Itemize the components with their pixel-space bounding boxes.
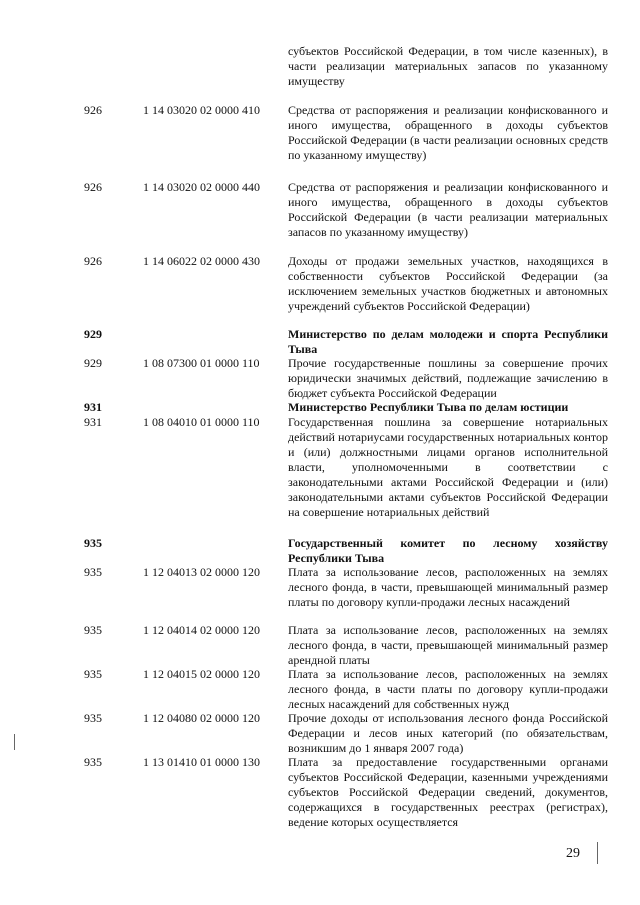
revenue-code: 1 12 04013 02 0000 120 [143, 565, 260, 579]
revenue-code: 1 12 04014 02 0000 120 [143, 623, 260, 637]
revenue-code: 1 12 04080 02 0000 120 [143, 711, 260, 725]
administrator-name: Государственный комитет по лесному хозяйству Республики Тыва [288, 536, 608, 565]
revenue-code: 1 13 01410 01 0000 130 [143, 755, 260, 769]
revenue-description: Плата за предоставление государственными органами субъектов Российской Федерации, казенными учреждениями субъектов Российской Федерации сведений, документов, содержащихся в государственных реестрах (регистрах), ведение которых осуществляется [288, 755, 608, 829]
revenue-description: Плата за использование лесов, расположенных на землях лесного фонда, в части, превышающей минимальный размер арендной платы [288, 623, 608, 667]
revenue-code: 1 08 07300 01 0000 110 [143, 356, 260, 370]
admin-code: 929 [84, 327, 102, 341]
admin-code: 931 [84, 400, 102, 414]
revenue-description: Средства от распоряжения и реализации конфискованного и иного имущества, обращенного в доходы субъектов Российской Федерации (в части реализации материальных запасов по указанному имуществу) [288, 180, 608, 239]
revenue-code: 1 14 03020 02 0000 440 [143, 180, 260, 194]
revenue-description: Плата за использование лесов, расположенных на землях лесного фонда, в части, превышающей минимальный размер платы по договору купли-продажи лесных насаждений [288, 565, 608, 609]
admin-code: 926 [84, 103, 102, 117]
revenue-description: Доходы от продажи земельных участков, находящихся в собственности субъектов Российской Федерации (за исключением земельных участков бюджетных и автономных учреждений субъектов Российской Федерации) [288, 254, 608, 313]
revenue-description: Государственная пошлина за совершение нотариальных действий нотариусами государственных нотариальных контор и (или) должностными лицами органов исполнительной власти, уполномоченными в соответствии с законодательными актами Российской Федерации и (или) законодательными актами субъектов Российской Федерации на совершение нотариальных действий [288, 415, 608, 519]
administrator-name: Министерство Республики Тыва по делам юстиции [288, 400, 569, 414]
admin-code: 929 [84, 356, 102, 370]
admin-code: 935 [84, 711, 102, 725]
admin-code: 935 [84, 667, 102, 681]
admin-code: 931 [84, 415, 102, 429]
scan-mark [597, 842, 598, 864]
revenue-code: 1 08 04010 01 0000 110 [143, 415, 260, 429]
revenue-code: 1 14 06022 02 0000 430 [143, 254, 260, 268]
revenue-description: Прочие доходы от использования лесного фонда Российской Федерации и лесов иных категорий (по обязательствам, возникшим до 1 января 2007 года) [288, 711, 608, 755]
admin-code: 926 [84, 254, 102, 268]
admin-code: 926 [84, 180, 102, 194]
revenue-code: 1 12 04015 02 0000 120 [143, 667, 260, 681]
revenue-description: Средства от распоряжения и реализации конфискованного и иного имущества, обращенного в доходы субъектов Российской Федерации (в части реализации основных средств по указанному имуществу) [288, 103, 608, 162]
revenue-code: 1 14 03020 02 0000 410 [143, 103, 260, 117]
administrator-name: Министерство по делам молодежи и спорта Республики Тыва [288, 327, 608, 356]
scan-mark [14, 734, 15, 750]
admin-code: 935 [84, 565, 102, 579]
admin-code: 935 [84, 755, 102, 769]
admin-code: 935 [84, 623, 102, 637]
revenue-description: субъектов Российской Федерации, в том числе казенных), в части реализации материальных запасов по указанному имуществу [288, 44, 608, 88]
admin-code: 935 [84, 536, 102, 550]
page-number: 29 [566, 846, 580, 861]
revenue-description: Прочие государственные пошлины за совершение прочих юридически значимых действий, подлежащие зачислению в бюджет субъекта Российской Федерации [288, 356, 608, 400]
revenue-description: Плата за использование лесов, расположенных на землях лесного фонда, в части платы по договору купли-продажи лесных насаждений для собственных нужд [288, 667, 608, 711]
